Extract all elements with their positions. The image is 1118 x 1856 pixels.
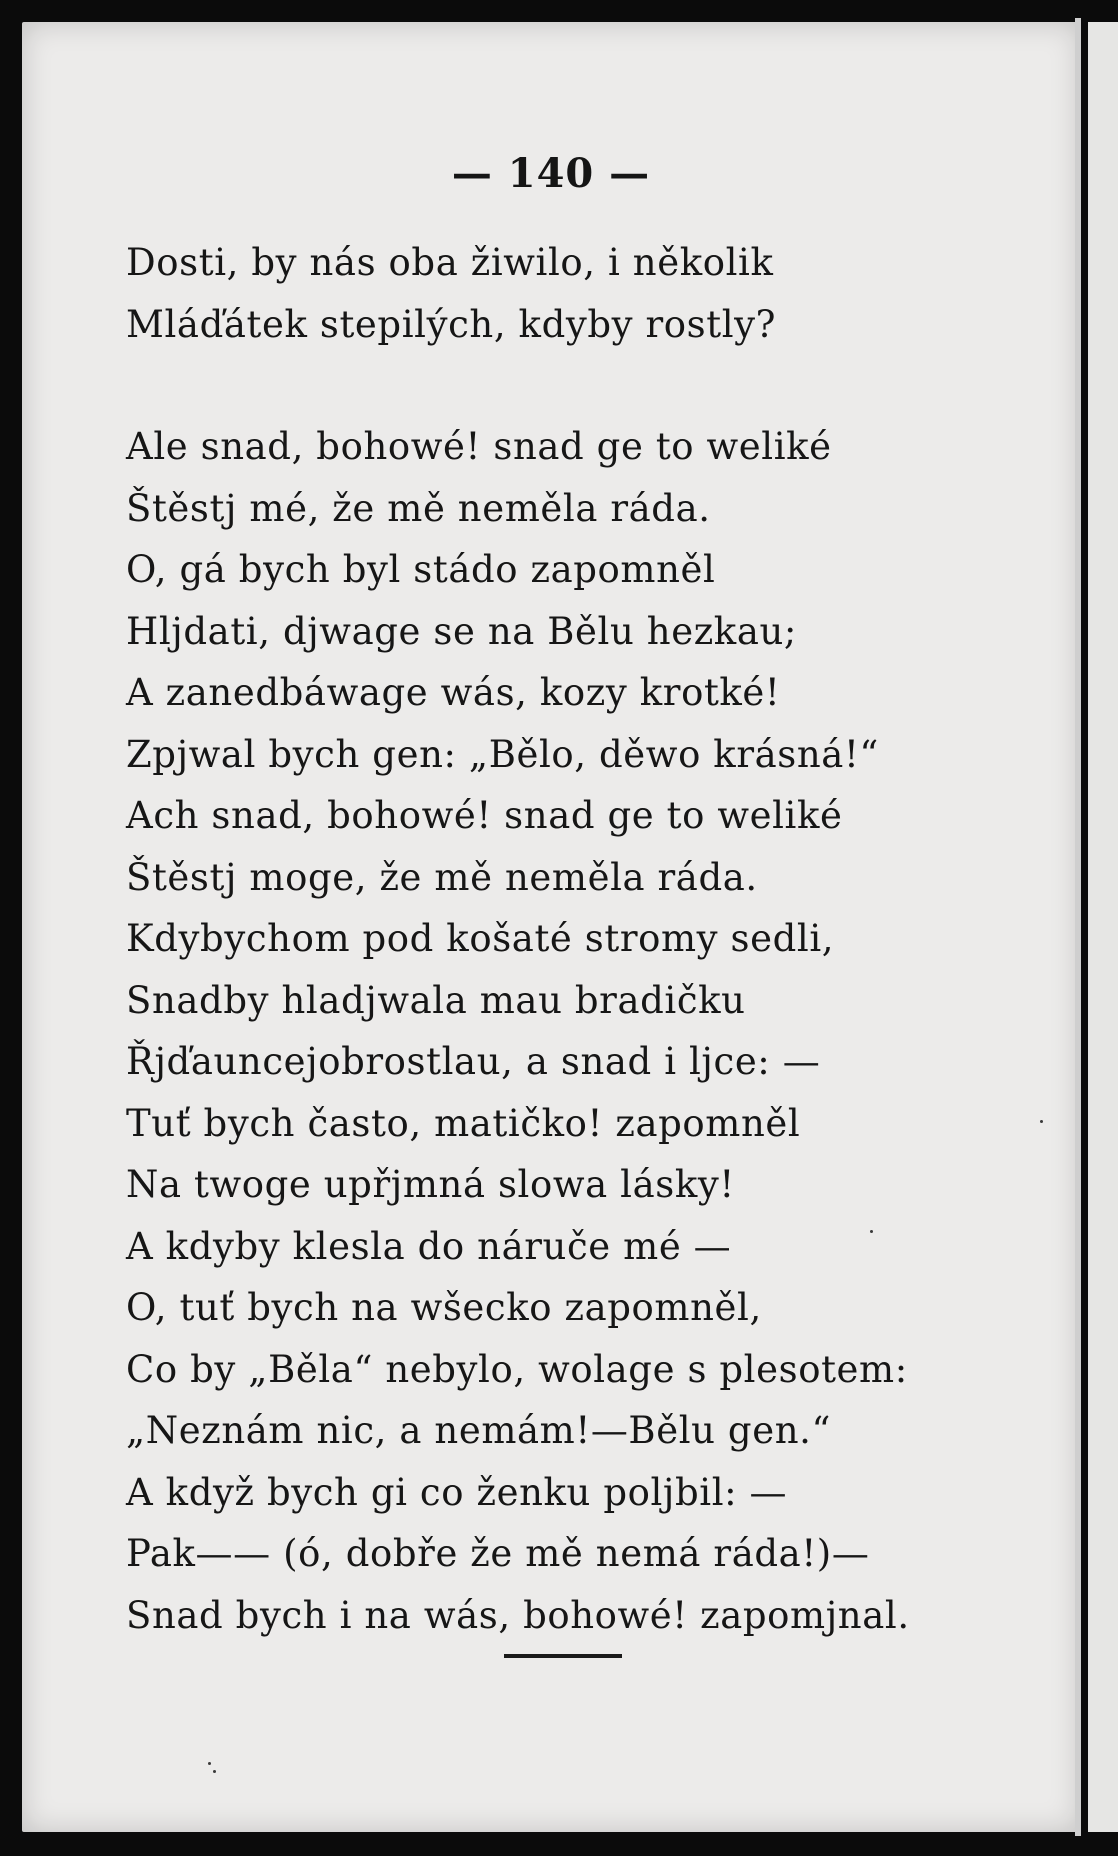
poem-line: O, gá bych byl stádo zapomněl bbox=[126, 548, 716, 591]
poem-line: Ale snad, bohowé! snad ge to weliké bbox=[126, 425, 832, 468]
end-rule-divider bbox=[504, 1654, 622, 1658]
poem-line: A když bych gi co ženku poljbil: — bbox=[126, 1470, 788, 1514]
page-edge-shadow bbox=[1075, 18, 1081, 1836]
print-speck bbox=[213, 1770, 216, 1773]
poem-line: Řjďauncejobrostlau, a snad i ljce: — bbox=[126, 1040, 821, 1083]
poem-line: Kdybychom pod košaté stromy sedli, bbox=[126, 917, 835, 960]
poem-line: Ach snad, bohowé! snad ge to weliké bbox=[126, 794, 843, 837]
poem-line: O, tuť bych na wšecko zapomněl, bbox=[126, 1286, 762, 1329]
print-speck bbox=[1040, 1120, 1043, 1123]
poem-text bbox=[126, 232, 1046, 1646]
poem-line: Snad bych i na wás, bohowé! zapomjnal. bbox=[126, 1593, 910, 1637]
book-page bbox=[22, 22, 1080, 1832]
poem-line: „Neznám nic, a nemám!—Bělu gen.“ bbox=[126, 1409, 832, 1452]
stanza-2 bbox=[126, 416, 1046, 1646]
print-speck bbox=[870, 1230, 873, 1233]
poem-line: Štěstj mé, že mě neměla ráda. bbox=[126, 486, 711, 530]
poem-line: Tuť bych často, matičko! zapomněl bbox=[126, 1101, 801, 1145]
poem-line: Štěstj moge, že mě neměla ráda. bbox=[126, 855, 758, 899]
poem-line: Co by „Běla“ nebylo, wolage s plesotem: bbox=[126, 1347, 908, 1391]
page-number-header: — 140 — bbox=[451, 150, 651, 197]
poem-line: Hljdati, djwage se na Bělu hezkau; bbox=[126, 609, 797, 653]
poem-line: Snadby hladjwala mau bradičku bbox=[126, 978, 746, 1022]
poem-line: Mláďátek stepilých, kdyby rostly? bbox=[126, 302, 777, 346]
poem-line: Dosti, by nás oba žiwilo, i několik bbox=[126, 241, 774, 284]
poem-line: A kdyby klesla do náruče mé — bbox=[126, 1224, 732, 1268]
adjacent-page-edge bbox=[1088, 22, 1118, 1832]
print-speck bbox=[208, 1762, 211, 1765]
poem-line: Zpjwal bych gen: „Bělo, děwo krásná!“ bbox=[126, 732, 879, 776]
poem-line: Pak—— (ó, dobře že mě nemá ráda!)— bbox=[126, 1532, 870, 1575]
poem-line: A zanedbáwage wás, kozy krotké! bbox=[126, 671, 781, 714]
stanza-1 bbox=[126, 232, 1046, 355]
poem-line: Na twoge upřjmná slowa lásky! bbox=[126, 1163, 735, 1206]
